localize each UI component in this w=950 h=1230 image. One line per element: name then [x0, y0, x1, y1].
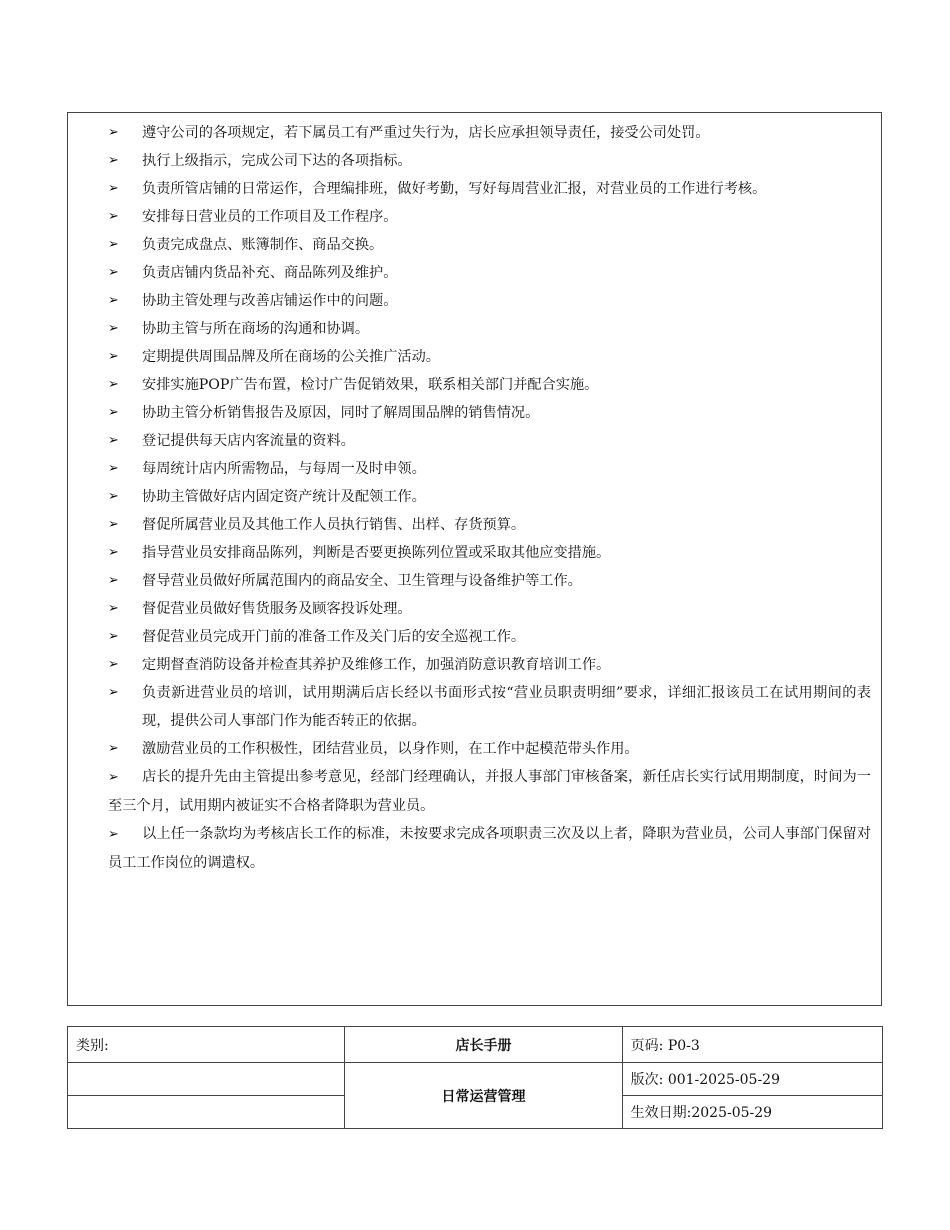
content-box [67, 112, 882, 1006]
duty-item-text: 安排实施POP广告布置，检讨广告促销效果，联系相关部门并配合实施。 [142, 377, 599, 393]
paragraph-list [68, 763, 881, 877]
duty-item-text: 协助主管处理与改善店铺运作中的问题。 [142, 293, 398, 309]
arrow-bullet-icon: ➢ [108, 181, 119, 196]
duty-item [108, 651, 871, 679]
arrow-bullet-icon: ➢ [108, 405, 119, 420]
arrow-bullet-icon: ➢ [108, 349, 119, 364]
duty-item [108, 119, 871, 147]
blank-cell-1 [68, 1063, 345, 1096]
duty-item [108, 287, 871, 315]
document-footer-table [67, 1026, 883, 1129]
arrow-bullet-icon: ➢ [108, 209, 119, 224]
duty-item-text: 协助主管分析销售报告及原因，同时了解周围品牌的销售情况。 [142, 405, 540, 421]
duty-item-text: 督促营业员做好售货服务及顾客投诉处理。 [142, 601, 412, 617]
duty-item-text: 协助主管与所在商场的沟通和协调。 [142, 321, 370, 337]
duty-item-text: 每周统计店内所需物品，与每周一及时申领。 [142, 461, 426, 477]
duty-item-text: 定期提供周围品牌及所在商场的公关推广活动。 [142, 349, 440, 365]
arrow-bullet-icon: ➢ [108, 545, 119, 560]
duty-item-text: 督促营业员完成开门前的准备工作及关门后的安全巡视工作。 [142, 629, 526, 645]
duty-item-text: 协助主管做好店内固定资产统计及配领工作。 [142, 489, 426, 505]
policy-paragraph-text: 店长的提升先由主管提出参考意见，经部门经理确认，并报人事部门审核备案，新任店长实行试用期制度，时间为一至三个月，试用期内被证实不合格者降职为营业员。 [108, 769, 871, 814]
duty-item [108, 735, 871, 763]
duty-item-text: 登记提供每天店内客流量的资料。 [142, 433, 355, 449]
duty-item-text: 指导营业员安排商品陈列，判断是否要更换陈列位置或采取其他应变措施。 [142, 545, 611, 561]
duty-item [108, 567, 871, 595]
page-code: 页码: P0-3 [622, 1027, 882, 1063]
duty-item [108, 343, 871, 371]
duty-item [108, 511, 871, 539]
duty-item-text: 负责完成盘点、账簿制作、商品交换。 [142, 237, 384, 253]
duty-item [108, 483, 871, 511]
duty-item-text: 安排每日营业员的工作项目及工作程序。 [142, 209, 398, 225]
duty-item-text: 负责店铺内货品补充、商品陈列及维护。 [142, 265, 398, 281]
duty-list [68, 113, 881, 763]
duty-item [108, 175, 871, 203]
arrow-bullet-icon: ➢ [108, 377, 119, 392]
duty-item [108, 679, 871, 735]
duty-item-text: 执行上级指示，完成公司下达的各项指标。 [142, 153, 412, 169]
arrow-bullet-icon: ➢ [108, 601, 119, 616]
arrow-bullet-icon: ➢ [108, 461, 119, 476]
duty-item [108, 231, 871, 259]
arrow-bullet-icon: ➢ [108, 153, 119, 168]
policy-paragraph [68, 763, 881, 820]
duty-item [108, 259, 871, 287]
duty-item [108, 623, 871, 651]
arrow-bullet-icon: ➢ [108, 657, 119, 672]
effective-date-cell: 生效日期:2025-05-29 [622, 1096, 882, 1129]
duty-item [108, 315, 871, 343]
duty-item [108, 595, 871, 623]
duty-item [108, 427, 871, 455]
duty-item [108, 539, 871, 567]
arrow-bullet-icon: ➢ [108, 770, 119, 785]
duty-item-text: 遵守公司的各项规定，若下属员工有严重过失行为，店长应承担领导责任，接受公司处罚。 [142, 125, 710, 141]
duty-item-text: 负责新进营业员的培训，试用期满后店长经以书面形式按“营业员职责明细”要求，详细汇报该员工在试用期间的表现，提供公司人事部门作为能否转正的依据。 [142, 685, 871, 729]
duty-item-text: 督导营业员做好所属范围内的商品安全、卫生管理与设备维护等工作。 [142, 573, 582, 589]
arrow-bullet-icon: ➢ [108, 293, 119, 308]
arrow-bullet-icon: ➢ [108, 433, 119, 448]
duty-item [108, 147, 871, 175]
arrow-bullet-icon: ➢ [108, 629, 119, 644]
section-title: 日常运营管理 [345, 1063, 622, 1129]
arrow-bullet-icon: ➢ [108, 125, 119, 140]
duty-item [108, 399, 871, 427]
category-cell: 类别: [68, 1027, 345, 1063]
arrow-bullet-icon: ➢ [108, 685, 119, 700]
duty-item-text: 定期督查消防设备并检查其养护及维修工作，加强消防意识教育培训工作。 [142, 657, 611, 673]
blank-cell-2 [68, 1096, 345, 1129]
duty-item-text: 督促所属营业员及其他工作人员执行销售、出样、存货预算。 [142, 517, 526, 533]
duty-item [108, 203, 871, 231]
version-cell: 版次: 001-2025-05-29 [622, 1063, 882, 1096]
policy-paragraph-text: 以上任一条款均为考核店长工作的标准，未按要求完成各项职责三次及以上者，降职为营业员，公司人事部门保留对员工工作岗位的调遣权。 [108, 826, 871, 871]
duty-item [108, 455, 871, 483]
duty-item [108, 371, 871, 399]
policy-paragraph [68, 820, 881, 877]
duty-item-text: 负责所管店铺的日常运作，合理编排班，做好考勤，写好每周营业汇报，对营业员的工作进行考核。 [142, 181, 767, 197]
arrow-bullet-icon: ➢ [108, 237, 119, 252]
arrow-bullet-icon: ➢ [108, 827, 119, 842]
arrow-bullet-icon: ➢ [108, 321, 119, 336]
arrow-bullet-icon: ➢ [108, 489, 119, 504]
arrow-bullet-icon: ➢ [108, 573, 119, 588]
arrow-bullet-icon: ➢ [108, 517, 119, 532]
arrow-bullet-icon: ➢ [108, 265, 119, 280]
duty-item-text: 激励营业员的工作积极性，团结营业员，以身作则，在工作中起模范带头作用。 [142, 741, 639, 757]
manual-title: 店长手册 [345, 1027, 622, 1063]
arrow-bullet-icon: ➢ [108, 741, 119, 756]
